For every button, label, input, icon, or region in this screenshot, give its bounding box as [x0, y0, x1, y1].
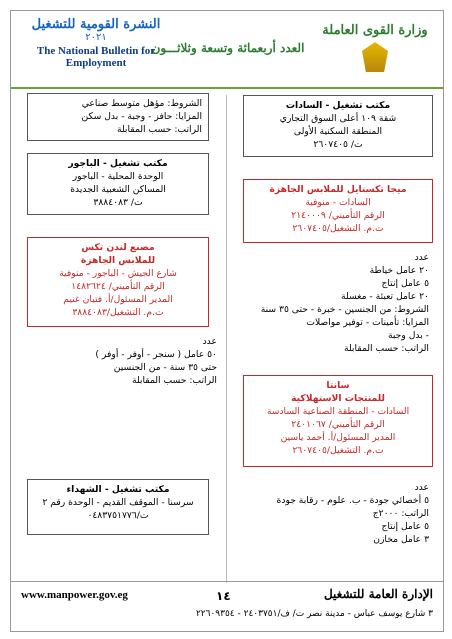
- office-area: المساكن الشعبية الجديدة: [70, 184, 166, 195]
- jobs-list-santa: [229, 481, 429, 546]
- job-salary: الراتب: حسب المقابلة: [343, 343, 429, 354]
- company-name: سانتا: [326, 380, 350, 391]
- job-salary: الراتب: حسب المقابلة: [131, 375, 217, 386]
- jobs-list-london-tex: [27, 335, 217, 387]
- manager-name: المدير المسئول/أ. فتيان غنيم: [63, 294, 173, 305]
- job-item: ٢٠ عامل خياطة: [369, 265, 429, 276]
- company-location: شارع الجيش - الباجور - منوفية: [59, 268, 177, 279]
- office-box-bagour: [27, 153, 209, 215]
- company-subtitle: للمنتجات الاستهلاكية: [291, 393, 385, 404]
- office-name: مكتب تشغيل - الشهداء: [66, 484, 170, 495]
- office-address: الوحدة المحلية - الباجور: [72, 171, 164, 182]
- job-conditions: الشروط: من الجنسين - خبرة - حتى ٣٥ سنة: [260, 304, 429, 315]
- page-header: [11, 11, 443, 89]
- bulletin-title-ar: النشرة القومية للتشغيل: [31, 17, 161, 32]
- footer-address: ٣ شارع يوسف عباس - مدينة نصر ت/ ف/٢٤٠٣٧٥١ - ٢٢٦٠٩٣٥٤: [195, 609, 433, 619]
- company-location: السادات - منوفية: [305, 197, 371, 208]
- office-name: مكتب تشغيل - السادات: [285, 100, 391, 111]
- insurance-number: الرقم التأميني/ ٢١٤٠٠٠٩: [291, 210, 385, 221]
- job-item: ٥ عامل إنتاج: [381, 278, 429, 289]
- count-header: عدد: [202, 336, 217, 347]
- job-benefits: المزايا: تأمينات - توفير مواصلات: [306, 317, 429, 328]
- job-item: ٣ عامل مخازن: [373, 534, 429, 545]
- page-footer: [11, 581, 443, 631]
- company-name: مصنع لندن تكس: [81, 242, 155, 253]
- count-header: عدد: [414, 482, 429, 493]
- office-phone: ت/ ٢٦٠٧٤٠٥: [313, 139, 363, 150]
- manager-name: المدير المسئول/أ. أحمد ياسين: [280, 432, 396, 443]
- company-subtitle: للملابس الجاهزة: [80, 255, 156, 266]
- office-box-shohadaa: [27, 479, 209, 535]
- office-name: مكتب تشغيل - الباجور: [68, 158, 168, 169]
- company-box-santa: [243, 375, 433, 467]
- count-header: عدد: [414, 252, 429, 263]
- footer-admin: الإدارة العامة للتشغيل: [323, 587, 433, 601]
- footer-divider: [11, 581, 443, 582]
- job-conditions: الشروط: مؤهل متوسط صناعي: [81, 98, 202, 109]
- office-phone: ت/ ٣٨٨٤٠٨٣: [93, 197, 143, 208]
- job-item: ٥ عامل إنتاج: [381, 521, 429, 532]
- office-phone: ت.م. التشغيل/٢٦٠٧٤٠٥: [292, 445, 384, 456]
- header-divider: [11, 87, 443, 89]
- job-item: ٢٠ عامل تعبئة - مغسلة: [340, 291, 429, 302]
- bulletin-year: ٢٠٢١: [85, 32, 107, 43]
- office-phone: ت.م. التشغيل/٢٦٠٧٤٠٥: [292, 223, 384, 234]
- office-box-sadat: [243, 95, 433, 157]
- office-phone: ت.م. التشغيل/٣٨٨٤٠٨٣: [72, 307, 164, 318]
- office-address: سرسنا - الموقف القديم - الوحدة رقم ٢: [42, 497, 194, 508]
- company-box-london-tex: [27, 237, 209, 327]
- job-item: ٥٠ عامل ( سنجر - أوفر - أوفر ): [95, 349, 217, 360]
- company-location: السادات - المنطقة الصناعية السادسة: [266, 406, 410, 417]
- insurance-number: الرقم التأميني/ ١٤٨٢٦٢٤: [71, 281, 165, 292]
- eagle-emblem-icon: [362, 42, 388, 72]
- bulletin-title-en: The National Bulletin for Employment: [36, 45, 156, 69]
- page-number: ١٤: [216, 589, 231, 603]
- conditions-box: [27, 93, 209, 141]
- job-salary: الراتب: حسب المقابلة: [116, 124, 202, 135]
- office-address: شقة ١٠٩ أعلى السوق التجاري: [279, 113, 397, 124]
- column-divider: [226, 95, 227, 583]
- website-link[interactable]: www.manpower.gov.eg: [21, 589, 128, 601]
- office-area: المنطقة السكنية الأولى: [293, 126, 383, 137]
- ministry-name: وزارة القوى العاملة: [322, 23, 428, 38]
- company-name: ميجا تكستايل للملابس الجاهزة: [269, 184, 407, 195]
- job-benefits: المزايا: حافز - وجبة - بدل سكن: [81, 111, 202, 122]
- ministry-block: [315, 23, 435, 72]
- office-phone: ت/٠٤٨٣٧٥١٧٧٦: [87, 510, 149, 521]
- bulletin-page: [10, 10, 444, 632]
- job-salary: الراتب: ٢٠٠٠ج: [372, 508, 429, 519]
- jobs-list-mega-textile: [229, 251, 429, 355]
- job-conditions: حتى ٣٥ سنة - من الجنسين: [113, 362, 217, 373]
- job-item: ٥ أخصائي جودة - ب. علوم - رقابة جودة: [276, 495, 429, 506]
- company-box-mega-textile: [243, 179, 433, 243]
- insurance-number: الرقم التأميني/ ٢٤٠١٠٦٧: [291, 419, 385, 430]
- job-benefits-extra: - بدل وجبة: [387, 330, 429, 341]
- issue-number: العدد أربعمائة وتسعة وثلاثـــون: [151, 41, 305, 55]
- bulletin-logo: [21, 17, 171, 69]
